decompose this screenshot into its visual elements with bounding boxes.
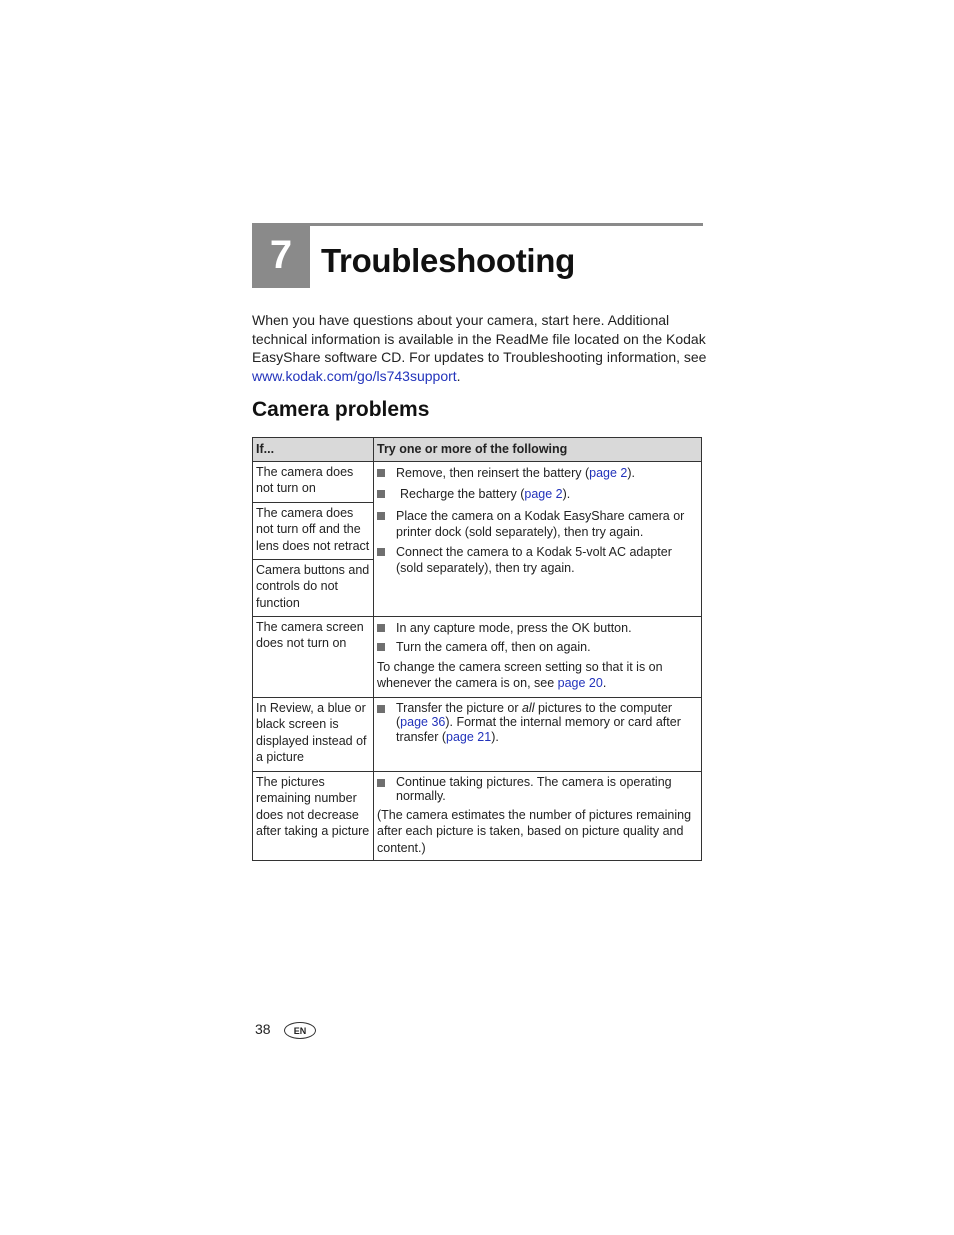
list-item: Turn the camera off, then on again. <box>377 639 699 656</box>
table-row <box>253 616 702 697</box>
page-link[interactable]: page 2 <box>589 465 628 480</box>
header-if: If... <box>253 438 374 462</box>
language-badge: EN <box>284 1022 316 1039</box>
bullet-square-icon <box>377 701 396 745</box>
section-title: Camera problems <box>252 398 430 421</box>
bullet-square-icon <box>377 508 396 541</box>
troubleshooting-table <box>252 437 702 861</box>
condition-cell: In Review, a blue or black screen is displayed instead of a picture <box>253 697 374 771</box>
bullet-square-icon <box>377 620 396 637</box>
list-item: Continue taking pictures. The camera is operating normally. <box>377 775 699 804</box>
bullet-square-icon <box>377 775 396 804</box>
condition-cell: The pictures remaining number does not decrease after taking a picture <box>253 771 374 861</box>
solution-cell <box>374 616 702 697</box>
note-text: To change the camera screen setting so that it is on whenever the camera is on, see page 20. <box>377 659 663 690</box>
condition-cell: The camera screen does not turn on <box>253 616 374 697</box>
solution-cell <box>374 461 702 616</box>
solution-cell <box>374 771 702 861</box>
chapter-number: 7 <box>252 223 310 288</box>
page-link[interactable]: page 36 <box>400 715 446 729</box>
list-item: Place the camera on a Kodak EasyShare camera or printer dock (sold separately), then try again. <box>377 508 699 541</box>
list-item: Transfer the picture or all pictures to the computer (page 36). Format the internal memory or card after transfer (page 21). <box>377 701 699 745</box>
condition-cell: The camera does not turn on <box>253 461 374 502</box>
note-text: (The camera estimates the number of pictures remaining after each picture is taken, based on picture quality and content.) <box>377 807 692 855</box>
table-row <box>253 697 702 771</box>
chapter-rule <box>252 223 703 226</box>
table-row <box>253 461 702 502</box>
list-item: Recharge the battery (page 2). <box>377 486 699 503</box>
intro-end: . <box>456 367 461 384</box>
bullet-square-icon <box>377 544 396 577</box>
intro-paragraph <box>252 311 707 385</box>
table-header-row <box>253 438 702 462</box>
bullet-square-icon <box>377 639 396 656</box>
bullet-square-icon <box>377 486 396 503</box>
bullet-square-icon <box>377 465 396 482</box>
condition-cell: Camera buttons and controls do not function <box>253 559 374 616</box>
support-link[interactable]: www.kodak.com/go/ls743support <box>252 367 457 384</box>
list-item: Remove, then reinsert the battery (page 2). <box>377 465 699 482</box>
intro-text: When you have questions about your camera, start here. Additional technical information is available in the ReadMe file located on the Kodak EasyShare software CD. For updates to Troubleshooting information, see <box>252 312 707 365</box>
page-link[interactable]: page 21 <box>446 729 492 744</box>
list-item: In any capture mode, press the OK button. <box>377 620 699 637</box>
page-link[interactable]: page 20 <box>557 676 603 690</box>
page-link[interactable]: page 2 <box>524 487 563 501</box>
chapter-title: Troubleshooting <box>321 242 575 279</box>
solution-cell <box>374 697 702 771</box>
page-number: 38 <box>255 1021 271 1037</box>
table-row <box>253 771 702 861</box>
condition-cell: The camera does not turn off and the lens does not retract <box>253 502 374 559</box>
list-item: Connect the camera to a Kodak 5-volt AC adapter (sold separately), then try again. <box>377 544 699 577</box>
header-try: Try one or more of the following <box>374 438 702 462</box>
